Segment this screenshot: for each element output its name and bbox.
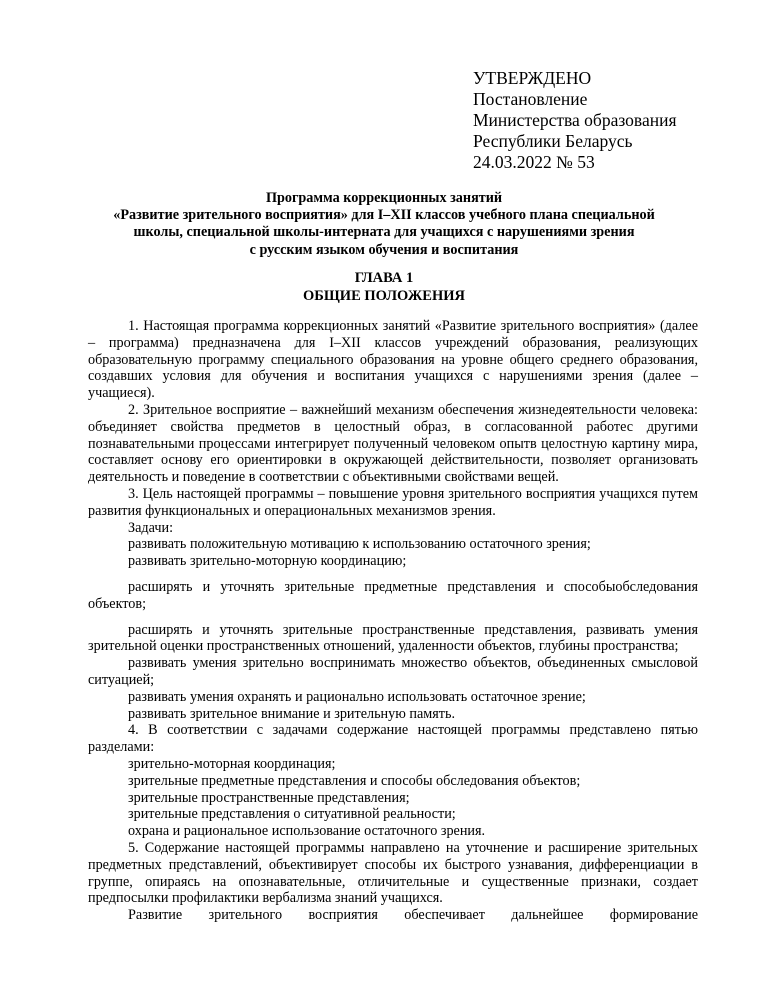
task-item: развивать положительную мотивацию к использованию остаточного зрения; [128, 536, 591, 553]
paragraph-4: 4. В соответствии с задачами содержание настоящей программы представлено пятью разделами: [88, 722, 698, 756]
title-line: Программа коррекционных занятий [265, 190, 503, 206]
paragraph-3: 3. Цель настоящей программы – повышение уровня зрительного восприятия учащихся путем развития функциональных и операциональных механизмов зрения. [88, 485, 698, 519]
paragraph-2: 2. Зрительное восприятие – важнейший механизм обеспечения жизнедеятельности человека: объединяет свойства предметов в целостный образ, в согласованной работес другими познавательными процессами интегрирует полученный человеком опытв целостную картину мира, составляет основу его ориентировки в окружающей действительности, позволяет организовать деятельность и поведение в соответствии с объективными свойствами вещей. [88, 401, 698, 486]
approval-stamp [473, 68, 677, 173]
paragraph-6: Развитие зрительного восприятия обеспечивает дальнейшее формирование [128, 907, 698, 924]
chapter-number: ГЛАВА 1 [354, 270, 414, 286]
paragraph-1: 1. Настоящая программа коррекционных занятий «Развитие зрительного восприятия» (далее – программа) предназначена для I–XII классов учреждений образования, реализующих образовательную программу специального образования на уровне общего среднего образования, создавших условия для обучения и воспитания учащихся с нарушениями зрения (далее – учащиеся). [88, 318, 698, 402]
paragraph-5: 5. Содержание настоящей программы направлено на уточнение и расширение зрительных предметных представлений, объективирует способы их быстрого узнавания, дифференциации в группе, опираясь на опознавательные, отличительные и существенные признаки, создает предпосылки профилактики вербализма знаний учащихся. [88, 839, 698, 907]
title-line: с русским языком обучения и воспитания [249, 241, 519, 258]
task-item: расширять и уточнять зрительные предметные представления и способыобследования объектов; [88, 578, 698, 612]
title-line: школы, специальной школы-интерната для учащихся с нарушениями зрения [133, 224, 635, 241]
task-item: развивать умения зрительно воспринимать множество объектов, объединенных смысловой ситуацией; [88, 655, 698, 688]
approval-heading: УТВЕРЖДЕНО [473, 68, 592, 88]
document-body [88, 318, 698, 924]
approval-line: Республики Беларусь [473, 131, 633, 151]
tasks-label: Задачи: [128, 519, 174, 536]
section-item: зрительные предметные представления и способы обследования объектов; [128, 772, 581, 789]
section-item: охрана и рациональное использование остаточного зрения. [128, 823, 486, 840]
title-line: «Развитие зрительного восприятия» для I–XII классов учебного плана специальной [113, 207, 655, 224]
approval-line: Министерства образования [473, 110, 677, 130]
task-item: развивать зрительно-моторную координацию; [128, 553, 407, 570]
task-item: развивать умения охранять и рационально использовать остаточное зрение; [128, 688, 586, 705]
approval-line: Постановление [473, 89, 588, 109]
approval-date: 24.03.2022 № 53 [473, 152, 595, 172]
section-item: зрительные представления о ситуативной реальности; [128, 806, 456, 823]
chapter-name: ОБЩИЕ ПОЛОЖЕНИЯ [303, 288, 465, 304]
section-item: зрительно-моторная координация; [128, 755, 336, 772]
document-title [72, 190, 696, 259]
task-item: развивать зрительное внимание и зрительную память. [128, 705, 455, 722]
task-item: расширять и уточнять зрительные пространственные представления, развивать умения зрительной оценки пространственных отношений, удаленности объектов, глубины пространства; [88, 621, 698, 655]
section-item: зрительные пространственные представления; [128, 789, 410, 806]
chapter-heading [72, 269, 696, 305]
